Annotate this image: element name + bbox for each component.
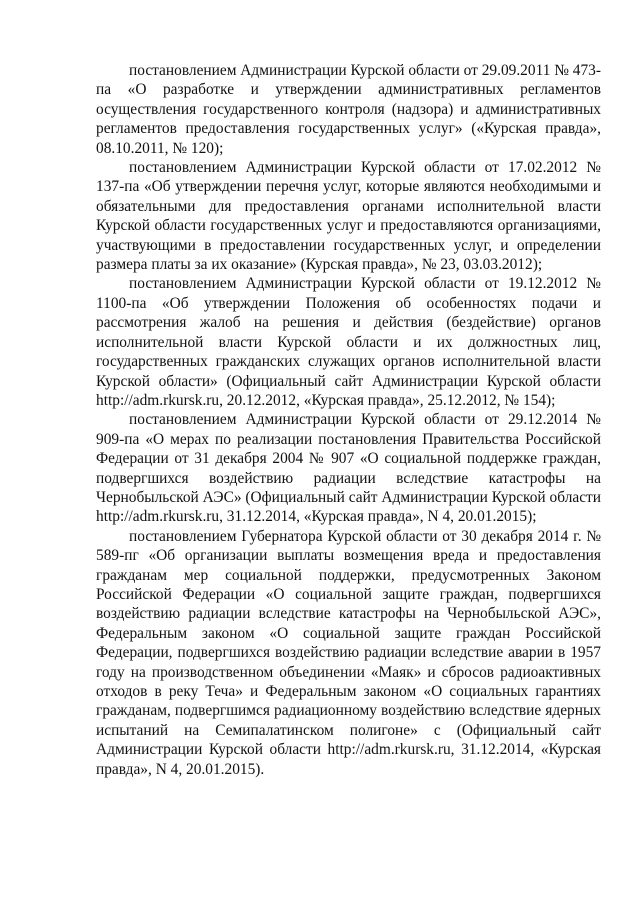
paragraph-resolution-137: постановлением Администрации Курской области от 17.02.2012 № 137-па «Об утверждении перечня услуг, которые являются необходимыми и обязательными для предоставления органами исполнительной власти Курской области государственных услуг и предоставляются организациями, участвующими в предоставлении государственных услуг, и определении размера платы за их оказание» (Курская правда», № 23, 03.03.2012); bbox=[96, 159, 601, 274]
document-page bbox=[96, 61, 601, 779]
paragraph-resolution-473: постановлением Администрации Курской области от 29.09.2011 № 473-па «О разработке и утверждении административных регламентов осуществления государственного контроля (надзора) и административных регламентов предоставления государственных услуг» («Курская правда», 08.10.2011, № 120); bbox=[96, 62, 601, 157]
paragraph-resolution-1100: постановлением Администрации Курской области от 19.12.2012 № 1100-па «Об утверждении Положения об особенностях подачи и рассмотрения жалоб на решения и действия (бездействие) органов исполнительной власти Курской области и их должностных лиц, государственных гражданских служащих органов исполнительной власти Курской области» (Официальный сайт Администрации Курской области http://adm.rkursk.ru, 20.12.2012, «Курская правда», 25.12.2012, № 154); bbox=[96, 275, 601, 409]
paragraph-resolution-589: постановлением Губернатора Курской области от 30 декабря 2014 г. № 589-пг «Об организации выплаты возмещения вреда и предоставления гражданам мер социальной поддержки, предусмотренных Законом Российской Федерации «О социальной защите граждан, подвергшихся воздействию радиации вследствие катастрофы на Чернобыльской АЭС», Федеральным законом «О социальной защите граждан Российской Федерации, подвергшихся воздействию радиации вследствие аварии в 1957 году на производственном объединении «Маяк» и сбросов радиоактивных отходов в реку Теча» и Федеральным законом «О социальных гарантиях гражданам, подвергшимся радиационному воздействию вследствие ядерных испытаний на Семипалатинском полигоне» с (Официальный сайт Администрации Курской области http://adm.rkursk.ru, 31.12.2014, «Курская правда», N 4, 20.01.2015). bbox=[96, 527, 601, 778]
paragraph-resolution-909: постановлением Администрации Курской области от 29.12.2014 № 909-па «О мерах по реализации постановления Правительства Российской Федерации от 31 декабря 2004 № 907 «О социальной поддержке граждан, подвергшихся воздействию радиации вследствие катастрофы на Чернобыльской АЭС» (Официальный сайт Администрации Курской области http://adm.rkursk.ru, 31.12.2014, «Курская правда», N 4, 20.01.2015); bbox=[96, 411, 601, 526]
